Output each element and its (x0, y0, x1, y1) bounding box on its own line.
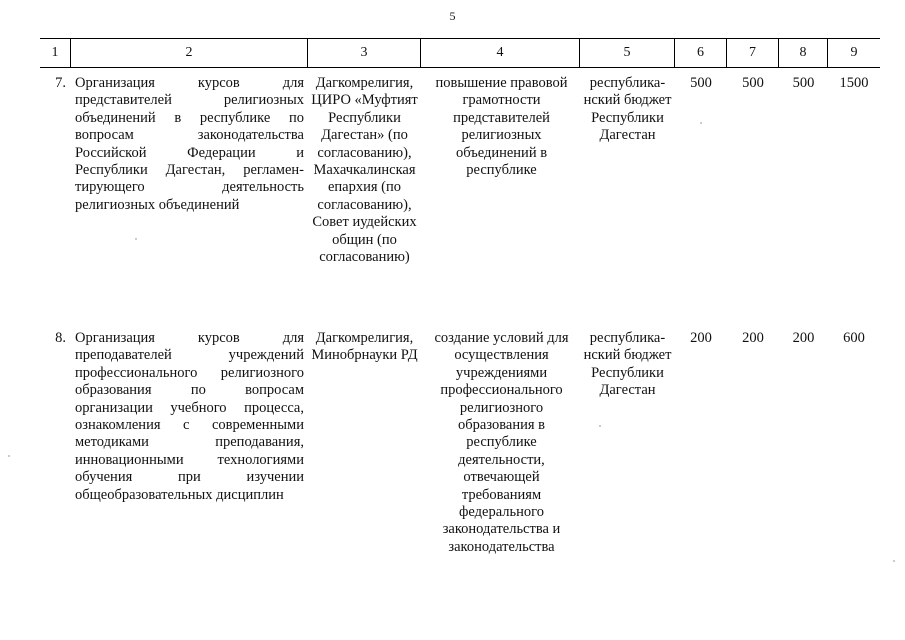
total-amount: 1500 (839, 75, 869, 91)
total-amount: 600 (843, 330, 865, 346)
expected-result: повышение правовой грамотности представителей религиозных объединений в республике (435, 75, 568, 179)
row-number: 8. (55, 330, 66, 346)
year-2-amount: 200 (742, 330, 764, 346)
expected-result: создание условий для осуществления учреждениями профессионального религиозного образования в республике деятельности, отвечающей требованиям федерального законодательства и законодательства (434, 330, 569, 555)
column-header-2: 2 (71, 39, 308, 67)
table-header-row (40, 38, 880, 68)
column-header-4: 4 (421, 39, 580, 67)
year-2-amount: 500 (742, 75, 764, 91)
scan-speck (8, 455, 10, 457)
executors: Дагкомрелигия, Минобрнауки РД (311, 330, 418, 364)
funding-source: республика-нский бюджет Республики Дагестан (583, 330, 672, 399)
executors: Дагкомрелигия, ЦИРО «Муфтият Республики Дагестан» (по согласованию), Махачкалинская епархия (по согласованию), Совет иудейских общин (по согласованию) (311, 75, 418, 266)
column-header-1: 1 (40, 39, 71, 67)
row-number: 7. (55, 75, 66, 91)
column-header-9: 9 (850, 45, 858, 60)
year-1-amount: 200 (690, 330, 712, 346)
column-header-7: 7 (727, 39, 779, 67)
column-header-8: 8 (779, 39, 828, 67)
funding-source: республика-нский бюджет Республики Дагестан (583, 75, 672, 144)
scan-speck (700, 122, 702, 124)
scan-speck (599, 425, 601, 427)
column-header-5: 5 (580, 39, 675, 67)
page-number: 5 (449, 9, 456, 23)
measure-description: Организация курсов для преподавателей учреждений профессионального религиозного образования по вопросам организации учебного процесса, ознакомления с современными методиками преподавания, инновационными технологиями обучения при изучении общеобразовательных дисциплин (75, 330, 304, 503)
year-3-amount: 200 (792, 330, 815, 346)
column-header-3: 3 (308, 39, 421, 67)
year-3-amount: 500 (792, 75, 815, 91)
column-header-6: 6 (675, 39, 727, 67)
scan-speck (893, 560, 895, 562)
year-1-amount: 500 (690, 75, 712, 91)
measure-description: Организация курсов для представителей религиозных объединений в республике по вопросам законодательства Российской Федерации и Республики Дагестан, регламен-тирующего деятельность религиозных объединений (75, 75, 304, 213)
scan-speck (135, 238, 137, 240)
